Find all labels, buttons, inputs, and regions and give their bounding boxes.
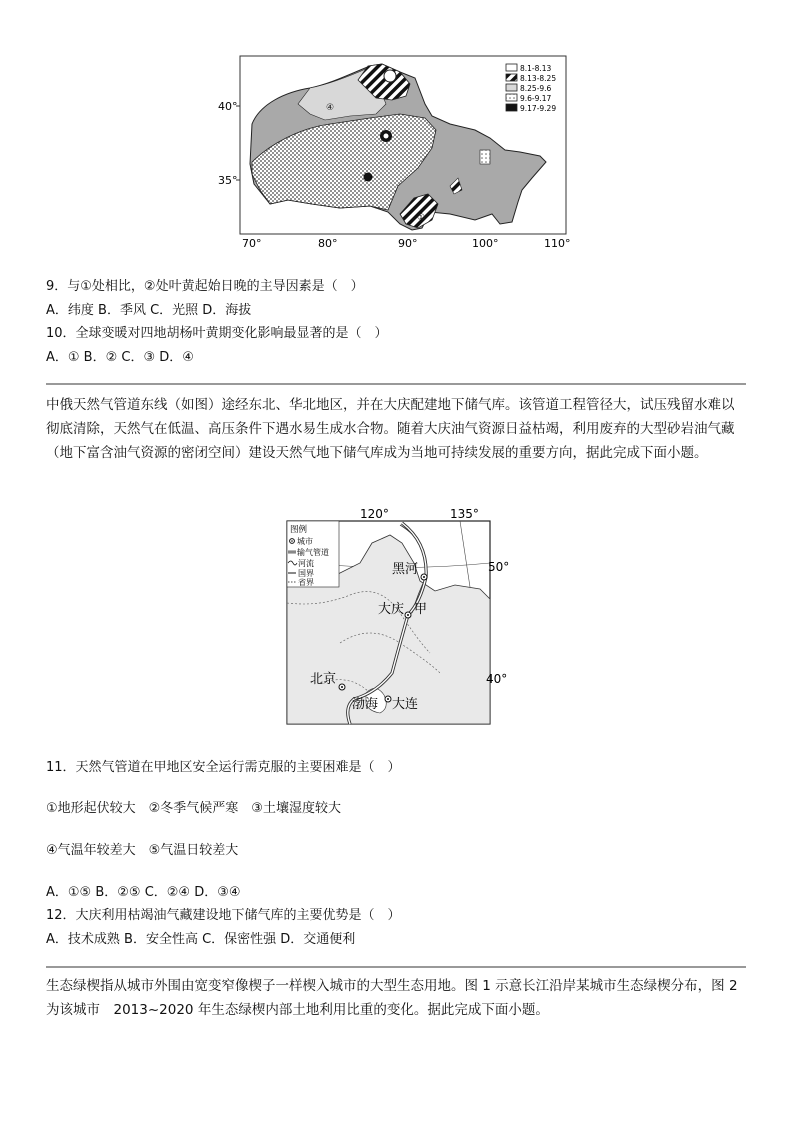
- map2-place-bohai: 渤海: [352, 697, 379, 712]
- map2-place-dalian: 大连: [392, 697, 419, 712]
- map1-lon-100: 100°: [472, 237, 499, 250]
- map1-legend-4: 9.6-9.17: [520, 94, 552, 103]
- map2-legend-city: 城市: [297, 537, 313, 546]
- map1-legend-2: 8.13-8.25: [520, 74, 557, 83]
- map2-place-jia: 甲: [414, 602, 428, 617]
- map1-legend: [506, 64, 556, 113]
- map1-lon-110: 110°: [544, 237, 571, 250]
- question-10-stem: 10．全球变暖对四地胡杨叶黄期变化影响最显著的是（ ）: [46, 326, 388, 341]
- passage-green-wedge: 生态绿楔指从城市外围由宽变窄像楔子一样楔入城市的大型生态用地。图 1 示意长江沿岸某城市生态绿楔分布，图 2 为该城市 2013~2020 年生态绿楔内部土地利用比重的变化。据此完成下面小题。: [46, 978, 738, 1018]
- map1-lat-40: 40°: [218, 100, 238, 113]
- map1-lon-90: 90°: [398, 237, 418, 250]
- map-poplar-leaf-yellowing: [200, 44, 590, 254]
- map2-legend-pipeline: 输气管道: [297, 548, 329, 557]
- question-9-stem: 9．与①处相比，②处叶黄起始日晚的主导因素是（ ）: [46, 279, 364, 294]
- map2-lat-50: 50°: [488, 560, 510, 574]
- map1-black-spot-3: [364, 173, 373, 182]
- map2-lon-135: 135°: [450, 507, 479, 521]
- question-9-options: A．纬度 B．季风 C．光照 D．海拔: [46, 303, 252, 318]
- map-china-russia-pipeline: [280, 503, 512, 728]
- map2-legend-border: 国界: [298, 569, 314, 578]
- map1-marker-4: ④: [326, 103, 335, 113]
- question-11-options: A．①⑤ B．②⑤ C．②④ D．③④: [46, 885, 241, 900]
- map1-legend-1: 8.1-8.13: [520, 64, 552, 73]
- map1-legend-5: 9.17-9.29: [520, 104, 557, 113]
- question-11-line2: ④气温年较差大 ⑤气温日较差大: [46, 843, 239, 858]
- question-10-options: A．① B．② C．③ D．④: [46, 350, 194, 365]
- map1-legend-3: 8.25-9.6: [520, 84, 552, 93]
- map1-marker-1: ①: [417, 213, 426, 223]
- section-divider-2: [46, 966, 746, 968]
- question-11-stem: 11．天然气管道在甲地区安全运行需克服的主要困难是（ ）: [46, 760, 401, 775]
- map2-legend: [287, 521, 339, 587]
- map2-legend-title: 图例: [290, 525, 308, 535]
- map2-place-beijing: 北京: [310, 672, 337, 687]
- map1-lat-35: 35°: [218, 174, 238, 187]
- map2-place-daqing: 大庆: [378, 602, 405, 617]
- question-12-stem: 12．大庆利用枯竭油气藏建设地下储气库的主要优势是（ ）: [46, 908, 401, 923]
- question-12-options: A．技术成熟 B．安全性高 C．保密性强 D．交通便利: [46, 932, 356, 947]
- section-divider-1: [46, 383, 746, 385]
- map2-lon-120: 120°: [360, 507, 389, 521]
- map1-lon-70: 70°: [242, 237, 262, 250]
- map2-legend-province: 省界: [298, 578, 314, 587]
- map2-place-heihe: 黑河: [392, 562, 419, 577]
- question-11-line1: ①地形起伏较大 ②冬季气候严寒 ③土壤湿度较大: [46, 801, 341, 816]
- map1-lon-80: 80°: [318, 237, 338, 250]
- map2-lat-40: 40°: [486, 672, 508, 686]
- map2-legend-river: 河流: [298, 559, 314, 568]
- passage-gas-pipeline: 中俄天然气管道东线（如图）途经东北、华北地区，并在大庆配建地下储气库。该管道工程管径大，试压残留水难以彻底清除，天然气在低温、高压条件下遇水易生成水合物。随着大庆油气资源日益枯竭，利用废弃的大型砂岩油气藏（地下富含油气资源的密闭空间）建设天然气地下储气库成为当地可持续发展的重要方向，据此完成下面小题。: [46, 397, 735, 461]
